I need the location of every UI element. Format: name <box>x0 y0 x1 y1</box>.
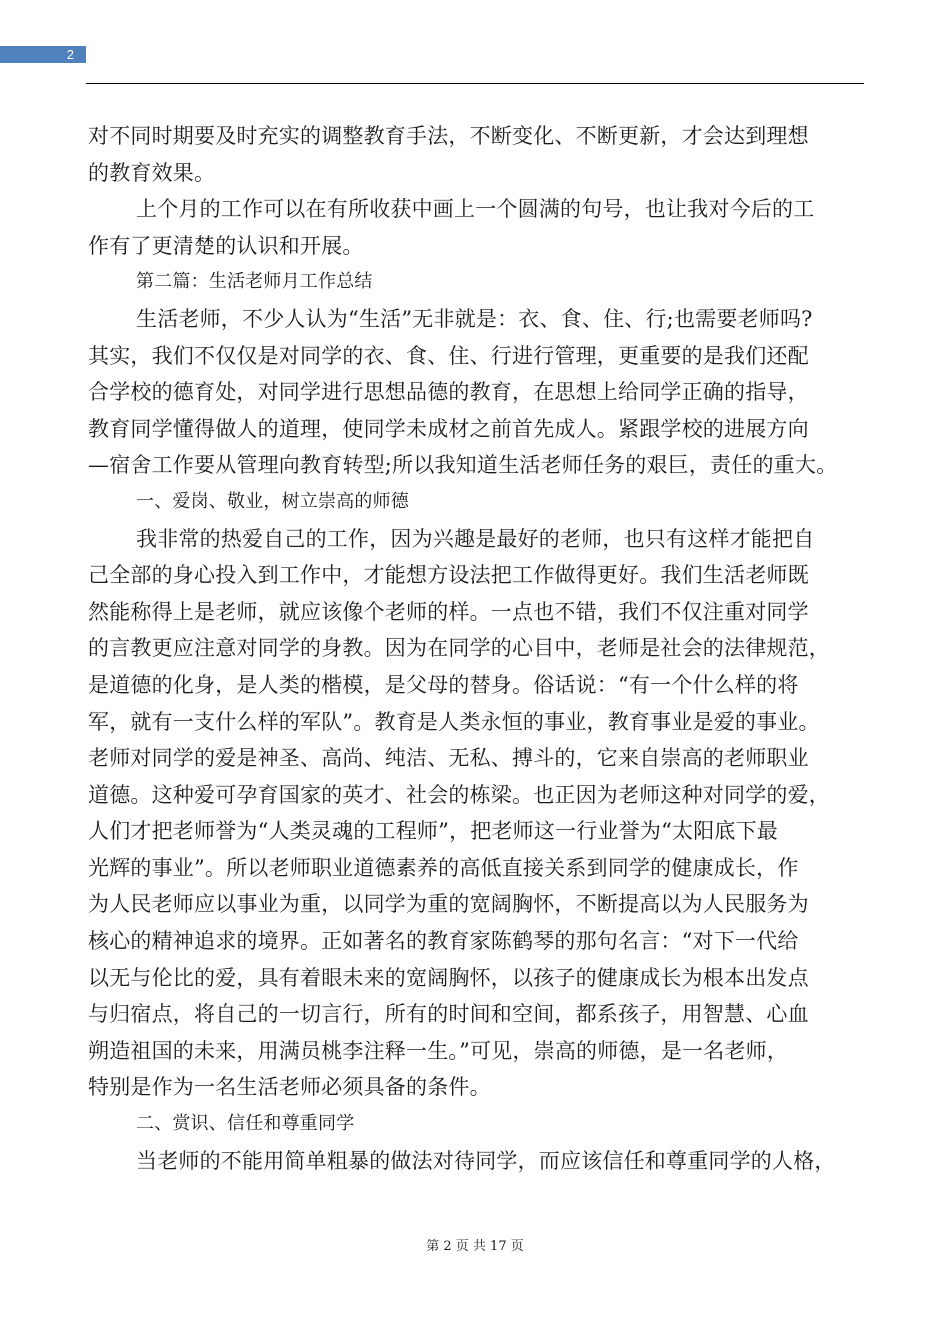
paragraph-line: 老师对同学的爱是神圣、高尚、纯洁、无私、搏斗的，它来自崇高的老师职业 <box>88 746 809 771</box>
paragraph-line: 其实，我们不仅仅是对同学的衣、食、住、行进行管理，更重要的是我们还配 <box>88 343 809 368</box>
paragraph-line: 与归宿点，将自己的一切言行，所有的时间和空间，都系孩子，用智慧、心血 <box>88 1002 809 1027</box>
paragraph-line: 特别是作为一名生活老师必须具备的条件。 <box>88 1075 491 1100</box>
paragraph-line: 然能称得上是老师，就应该像个老师的样。一点也不错，我们不仅注重对同学 <box>88 599 809 624</box>
document-body <box>88 118 868 1179</box>
paragraph-line: 己全部的身心投入到工作中，才能想方设法把工作做得更好。我们生活老师既 <box>88 563 809 588</box>
page-number-tab <box>0 46 86 63</box>
page-number: 2 <box>66 47 74 62</box>
paragraph-line: 的教育效果。 <box>88 160 216 185</box>
page-footer: 第 2 页 共 17 页 <box>426 1239 524 1254</box>
header-rule <box>86 83 864 84</box>
paragraph-line: 道德。这种爱可孕育国家的英才、社会的栋梁。也正因为老师这种对同学的爱， <box>88 782 830 807</box>
paragraph-line: 军，就有一支什么样的军队”。教育是人类永恒的事业，教育事业是爱的事业。 <box>88 709 820 734</box>
section-heading: 二、赏识、信任和尊重同学 <box>136 1113 355 1135</box>
paragraph-line: 核心的精神追求的境界。正如著名的教育家陈鹤琴的那句名言：“对下一代给 <box>88 929 799 954</box>
paragraph-line: 朔造祖国的未来，用满员桃李注释一生。”可见，崇高的师德，是一名老师， <box>88 1038 789 1063</box>
paragraph-line: —宿舍工作要从管理向教育转型;所以我知道生活老师任务的艰巨，责任的重大。 <box>88 453 838 478</box>
paragraph-line: 为人民老师应以事业为重，以同学为重的宽阔胸怀，不断提高以为人民服务为 <box>88 892 809 917</box>
paragraph-line: 合学校的德育处，对同学进行思想品德的教育，在思想上给同学正确的指导， <box>88 380 809 405</box>
paragraph-line: 教育同学懂得做人的道理，使同学未成材之前首先成人。紧跟学校的进展方向 <box>88 416 809 441</box>
paragraph-line: 以无与伦比的爱，具有着眼未来的宽阔胸怀，以孩子的健康成长为根本出发点 <box>88 965 809 990</box>
section-heading: 一、爱岗、敬业，树立崇高的师德 <box>136 490 409 512</box>
paragraph-line: 作有了更清楚的认识和开展。 <box>88 233 364 258</box>
paragraph-line: 光辉的事业”。所以老师职业道德素养的高低直接关系到同学的健康成长，作 <box>88 855 799 880</box>
paragraph-line: 是道德的化身，是人类的楷模，是父母的替身。俗话说：“有一个什么样的将 <box>88 672 799 697</box>
section-title: 第二篇：生活老师月工作总结 <box>136 271 373 293</box>
paragraph-line: 人们才把老师誉为“人类灵魂的工程师”，把老师这一行业誉为“太阳底下最 <box>88 819 779 844</box>
paragraph-line: 上个月的工作可以在有所收获中画上一个圆满的句号，也让我对今后的工 <box>136 197 815 222</box>
paragraph-line: 的言教更应注意对同学的身教。因为在同学的心目中，老师是社会的法律规范， <box>88 636 830 661</box>
paragraph-line: 对不同时期要及时充实的调整教育手法，不断变化、不断更新，才会达到理想 <box>88 124 809 148</box>
paragraph-line: 生活老师，不少人认为“生活”无非就是：衣、食、住、行;也需要老师吗? <box>136 306 813 331</box>
paragraph-line: 当老师的不能用简单粗暴的做法对待同学，而应该信任和尊重同学的人格， <box>136 1148 836 1173</box>
paragraph-line: 我非常的热爱自己的工作，因为兴趣是最好的老师，也只有这样才能把自 <box>136 526 815 551</box>
